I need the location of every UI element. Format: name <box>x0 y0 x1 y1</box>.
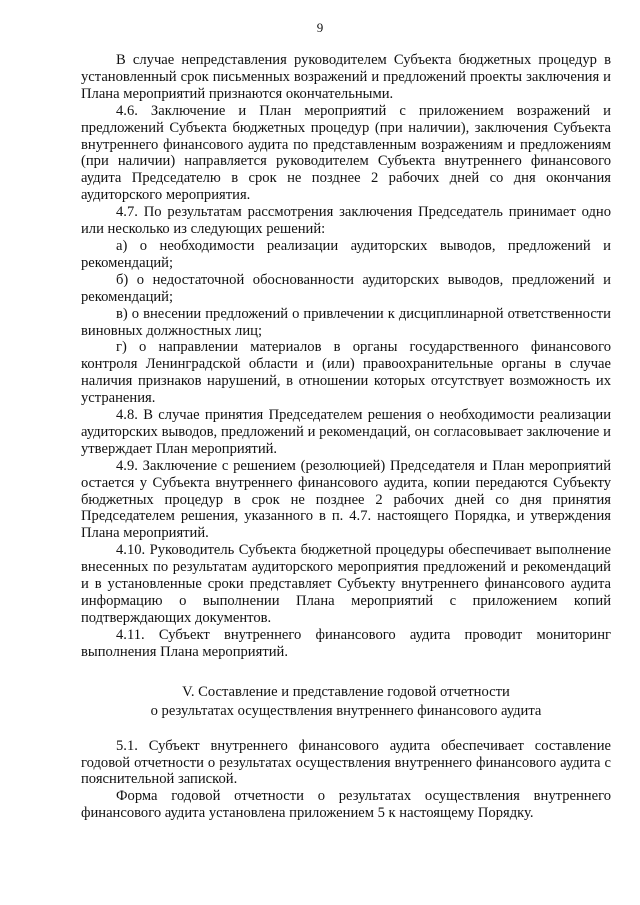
document-body <box>81 52 611 822</box>
page-number: 9 <box>316 20 324 35</box>
paragraph-4-8: 4.8. В случае принятия Председателем решения о необходимости реализации аудиторских выводов, предложений и рекомендаций, он согласовывает заключение и утверждает План мероприятий. <box>81 407 611 457</box>
paragraph-4-6: 4.6. Заключение и План мероприятий с приложением возражений и предложений Субъекта бюджетных процедур (при наличии), заключения Субъекта внутреннего финансового аудита по представленным возражениям и предложениям (при наличии) направляется руководителем Субъекта внутреннего финансового аудита Председателю в срок не позднее 2 рабочих дней со дня окончания аудиторского мероприятия. <box>81 102 611 204</box>
paragraph-4-7: 4.7. По результатам рассмотрения заключения Председатель принимает одно или несколько из следующих решений: <box>81 204 611 238</box>
paragraph-4-10: 4.10. Руководитель Субъекта бюджетной процедуры обеспечивает выполнение внесенных по результатам аудиторского мероприятия предложений и рекомендаций и в установленные сроки представляет Субъекту внутреннего финансового аудита информацию о выполнении Плана мероприятий с приложением копий подтверждающих документов. <box>81 542 611 626</box>
section-heading <box>81 683 611 721</box>
list-item-v: в) о внесении предложений о привлечении к дисциплинарной ответственности виновных должностных лиц; <box>81 305 611 339</box>
section-heading-line-2: о результатах осуществления внутреннего финансового аудита <box>150 702 542 719</box>
list-item-a: а) о необходимости реализации аудиторских выводов, предложений и рекомендаций; <box>81 237 611 271</box>
paragraph-form: Форма годовой отчетности о результатах осуществления внутреннего финансового аудита установлена приложением 5 к настоящему Порядку. <box>81 788 611 822</box>
section-heading-line-1: V. Составление и представление годовой отчетности <box>182 683 510 700</box>
paragraph-5-1: 5.1. Субъект внутреннего финансового аудита обеспечивает составление годовой отчетности о результатах осуществления внутреннего финансового аудита с пояснительной запиской. <box>81 737 611 788</box>
paragraph-4-11: 4.11. Субъект внутреннего финансового аудита проводит мониторинг выполнения Плана мероприятий. <box>81 626 611 660</box>
list-item-b: б) о недостаточной обоснованности аудиторских выводов, предложений и рекомендаций; <box>81 271 611 305</box>
paragraph: В случае непредставления руководителем Субъекта бюджетных процедур в установленный срок письменных возражений и предложений проекты заключения и Плана мероприятий признаются окончательными. <box>81 52 611 102</box>
list-item-g: г) о направлении материалов в органы государственного финансового контроля Ленинградской области и (или) правоохранительные органы в случае наличия признаков нарушений, в отношении которых отсутствует возможность их устранения. <box>81 339 611 407</box>
paragraph-4-9: 4.9. Заключение с решением (резолюцией) Председателя и План мероприятий остается у Субъекта внутреннего финансового аудита, копии передаются Субъекту бюджетных процедур в срок не позднее 2 рабочих дней со дня принятия Председателем решения, указанного в п. 4.7. настоящего Порядка, и утверждения Плана мероприятий. <box>81 457 611 542</box>
